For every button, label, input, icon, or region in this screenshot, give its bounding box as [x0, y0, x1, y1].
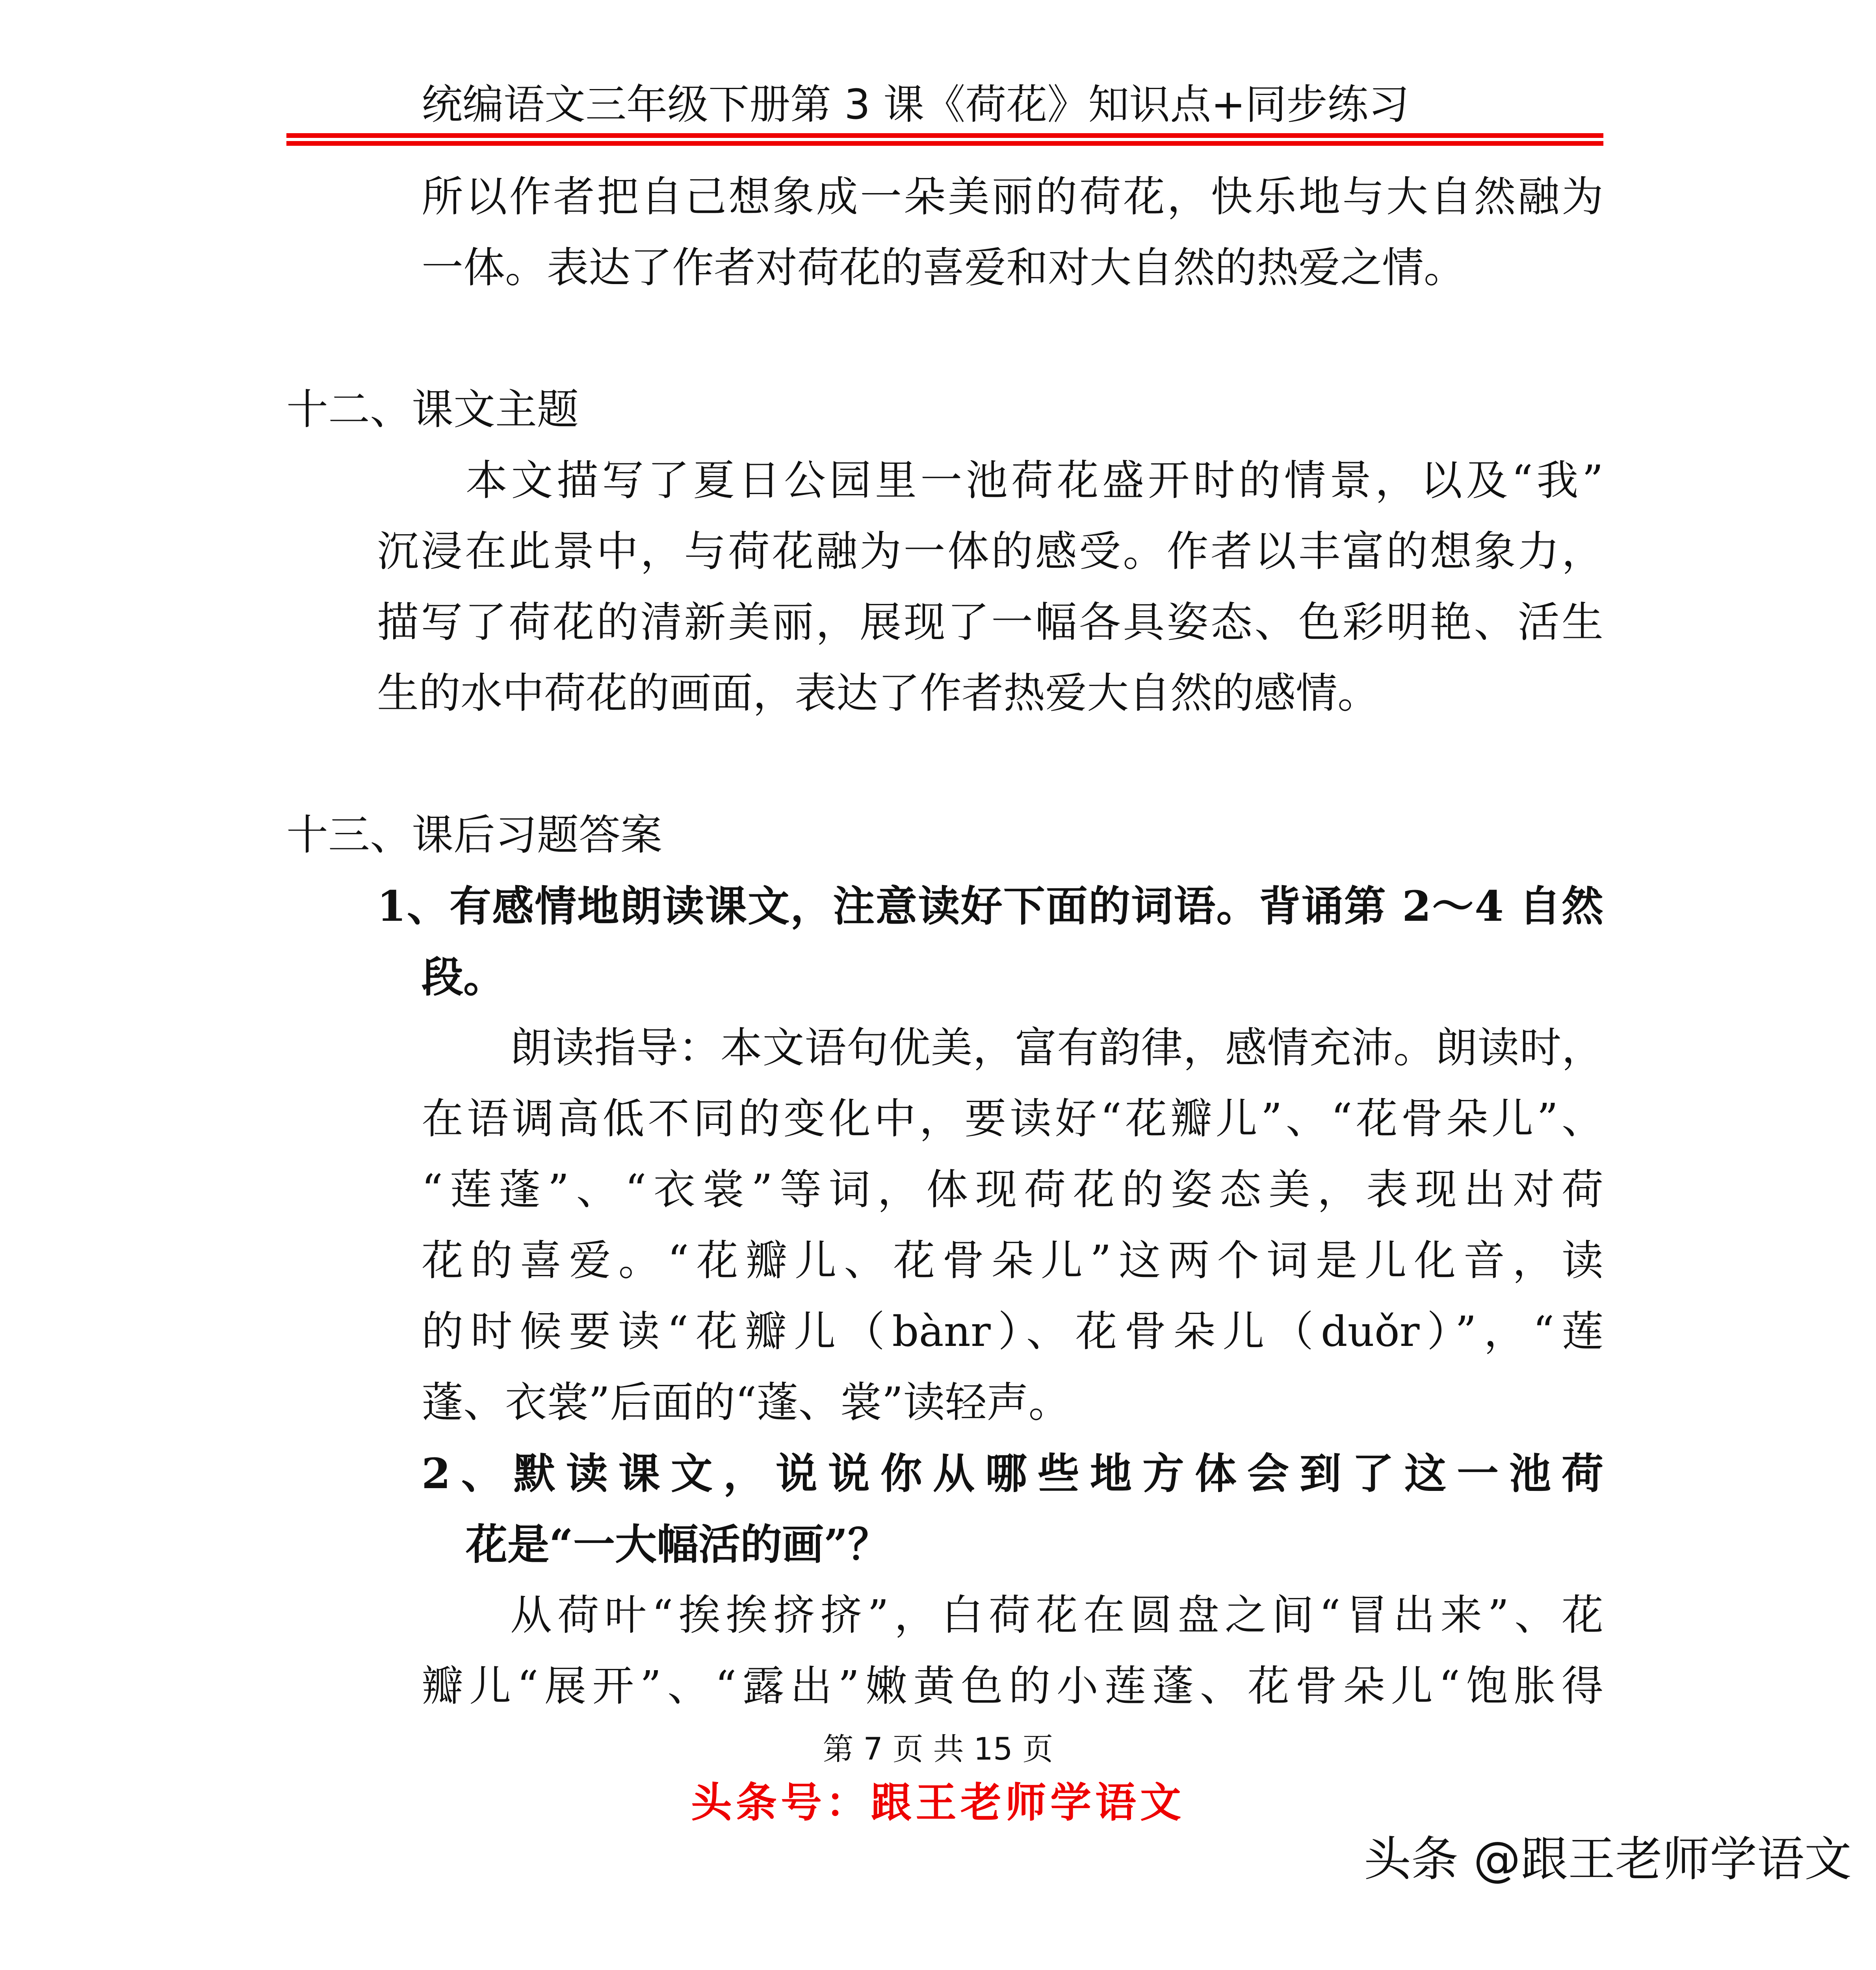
question-2-cont: 花是“一大幅活的画”？	[466, 1520, 890, 1569]
answer-line: 花的喜爱。“花瓣儿、花骨朵儿”这两个词是儿化音，读	[422, 1236, 1603, 1285]
header-rule-bottom	[286, 141, 1603, 146]
paragraph-line: 所以作者把自己想象成一朵美丽的荷花，快乐地与大自然融为	[422, 173, 1603, 221]
answer-line: 蓬、衣裳”后面的“蓬、裳”读轻声。	[422, 1378, 1070, 1427]
answer-line: 瓣儿“展开”、“露出”嫩黄色的小莲蓬、花骨朵儿“饱胀得	[422, 1662, 1603, 1710]
answer-line: 从荷叶“挨挨挤挤”，白荷花在圆盘之间“冒出来”、花	[510, 1591, 1603, 1639]
footer-brand: 头条号：跟王老师学语文	[691, 1778, 1185, 1827]
paragraph-line: 本文描写了夏日公园里一池荷花盛开时的情景，以及“我”	[466, 456, 1603, 505]
paragraph-line: 描写了荷花的清新美丽，展现了一幅各具姿态、色彩明艳、活生	[377, 598, 1603, 647]
answer-line: 朗读指导：本文语句优美，富有韵律，感情充沛。朗读时，	[510, 1024, 1603, 1072]
page-number: 第 7 页 共 15 页	[823, 1732, 1053, 1767]
answer-line: 在语调高低不同的变化中，要读好“花瓣儿”、“花骨朵儿”、	[422, 1095, 1603, 1143]
spacer	[0, 303, 1876, 374]
answer-line: “莲蓬”、“衣裳”等词，体现荷花的姿态美，表现出对荷	[422, 1165, 1603, 1214]
paragraph-line: 一体。表达了作者对荷花的喜爱和对大自然的热爱之情。	[422, 243, 1466, 292]
question-1-cont: 段。	[422, 952, 505, 1002]
watermark: 头条 @跟王老师学语文	[1363, 1832, 1852, 1887]
answer-line: 的时候要读“花瓣儿（bànr）、花骨朵儿（duǒr）”，“莲	[422, 1307, 1603, 1356]
paragraph-line: 沉浸在此景中，与荷花融为一体的感受。作者以丰富的想象力，	[377, 527, 1603, 576]
section-heading-13: 十三、课后习题答案	[286, 811, 662, 859]
question-2: 2、默读课文，说说你从哪些地方体会到了这一池荷	[422, 1449, 1603, 1498]
question-1: 1、有感情地朗读课文，注意读好下面的词语。背诵第 2～4 自然	[377, 881, 1603, 931]
header-rule-top	[286, 133, 1603, 138]
document-title: 统编语文三年级下册第 3 课《荷花》知识点+同步练习	[422, 80, 1410, 128]
section-heading-12: 十二、课文主题	[286, 385, 579, 434]
spacer	[0, 729, 1876, 800]
paragraph-line: 生的水中荷花的画面，表达了作者热爱大自然的感情。	[377, 669, 1379, 717]
